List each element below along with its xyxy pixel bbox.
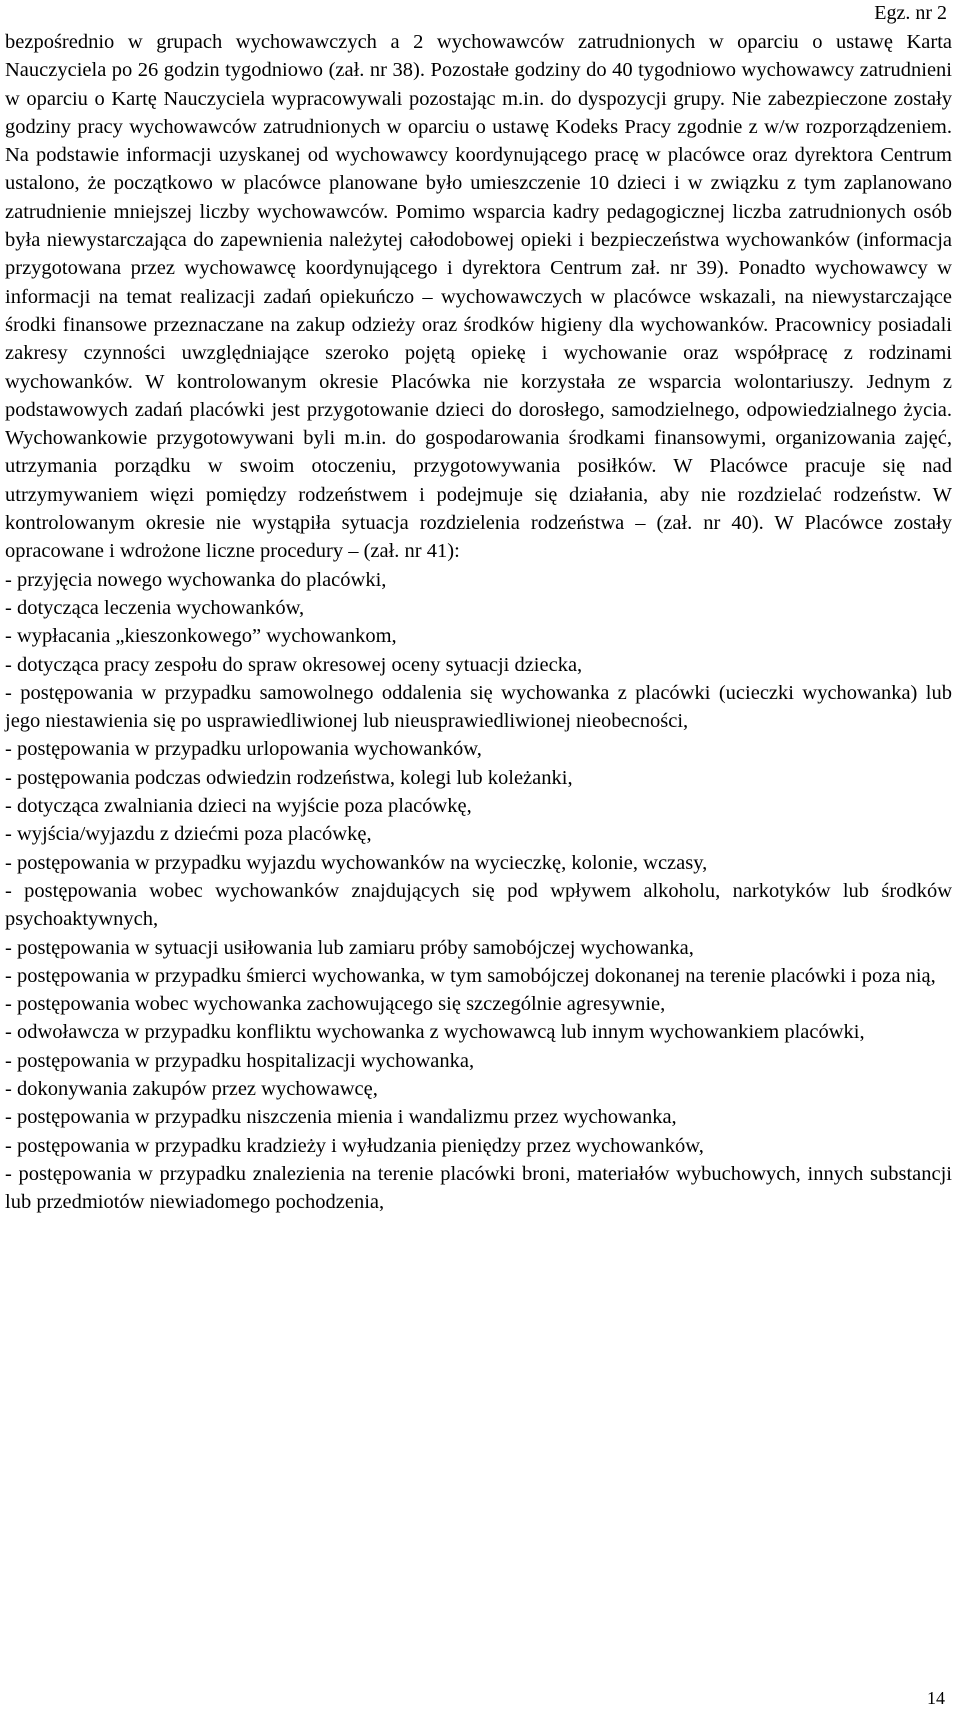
procedure-item: - odwoławcza w przypadku konfliktu wychowanka z wychowawcą lub innym wychowankiem placówki,: [5, 1021, 865, 1044]
procedure-item: - postępowania w sytuacji usiłowania lub zamiaru próby samobójczej wychowanka,: [5, 936, 694, 959]
procedure-item: - postępowania podczas odwiedzin rodzeństwa, kolegi lub koleżanki,: [5, 766, 573, 789]
body-paragraph: bezpośrednio w grupach wychowawczych a 2 wychowawców zatrudnionych w oparciu o ustawę Karta Nauczyciela po 26 godzin tygodniowo (zał. nr 38). Pozostałe godziny do 40 tygodniowo wychowawcy zatrudnieni w oparciu o Kartę Nauczyciela wypracowywali pozostając m.in. do dyspozycji grupy. Nie zabezpieczone zostały godziny pracy wychowawców zatrudnionych w oparciu o ustawę Kodeks Pracy zgodnie z w/w rozporządzeniem. Na podstawie informacji uzyskanej od wychowawcy koordynującego pracę w placówce oraz dyrektora Centrum ustalono, że początkowo w placówce planowane było umieszczenie 10 dzieci i w związku z tym zaplanowano zatrudnienie mniejszej liczby wychowawców. Pomimo wsparcia kadry pedagogicznej liczba zatrudnionych osób była niewystarczająca do zapewnienia należytej całodobowej opieki i bezpieczeństwa wychowanków (informacja przygotowana przez wychowawcę koordynującego i dyrektora Centrum zał. nr 39). Ponadto wychowawcy w informacji na temat realizacji zadań opiekuńczo – wychowawczych w placówce wskazali, na niewystarczające środki finansowe przeznaczane na zakup odzieży oraz środków higieny dla wychowanków. Pracownicy posiadali zakresy czynności uwzględniające szeroko pojętą opiekę i wychowanie oraz współpracę z rodzinami wychowanków. W kontrolowanym okresie Placówka nie korzystała ze wsparcia wolontariuszy. Jednym z podstawowych zadań placówki jest przygotowanie dzieci do dorosłego, samodzielnego, odpowiedzialnego życia. Wychowankowie przygotowywani byli m.in. do gospodarowania środkami finansowymi, organizowania zajęć, utrzymania porządku w swoim otoczeniu, przygotowywania posiłków. W Placówce pracuje się nad utrzymywaniem więzi pomiędzy rodzeństwem i podejmuje się działania, aby nie rozdzielać rodzeństw. W kontrolowanym okresie nie wystąpiła sytuacja rozdzielenia rodzeństwa – (zał. nr 40). W Placówce zostały opracowane i wdrożone liczne procedury – (zał. nr 41):: [5, 31, 952, 563]
procedure-item: - postępowania wobec wychowanków znajdujących się pod wpływem alkoholu, narkotyków lub środków psychoaktywnych,: [5, 879, 952, 931]
procedure-item: - postępowania w przypadku samowolnego oddalenia się wychowanka z placówki (ucieczki wychowanka) lub jego niestawienia się po usprawiedliwionej lub nieusprawiedliwionej nieobecności,: [5, 681, 952, 733]
procedure-item: - dotycząca zwalniania dzieci na wyjście poza placówkę,: [5, 795, 472, 818]
procedure-item: - postępowania w przypadku hospitalizacji wychowanka,: [5, 1049, 475, 1072]
copy-number-label: Egz. nr 2: [874, 2, 947, 24]
document-body: [5, 28, 952, 1216]
procedure-item: - postępowania w przypadku niszczenia mienia i wandalizmu przez wychowanka,: [5, 1106, 677, 1129]
procedure-item: - postępowania w przypadku znalezienia na terenie placówki broni, materiałów wybuchowych, innych substancji lub przedmiotów niewiadomego pochodzenia,: [5, 1162, 952, 1214]
procedure-list: [5, 566, 952, 1217]
procedure-item: - wyjścia/wyjazdu z dziećmi poza placówkę,: [5, 823, 372, 846]
procedure-item: - postępowania w przypadku śmierci wychowanka, w tym samobójczej dokonanej na terenie placówki i poza nią,: [5, 964, 936, 987]
procedure-item: - postępowania wobec wychowanka zachowującego się szczególnie agresywnie,: [5, 993, 666, 1016]
procedure-item: - dokonywania zakupów przez wychowawcę,: [5, 1077, 378, 1100]
document-page: [5, 0, 955, 1722]
procedure-item: - postępowania w przypadku kradzieży i wyłudzania pieniędzy przez wychowanków,: [5, 1134, 704, 1157]
procedure-item: - dotycząca leczenia wychowanków,: [5, 596, 305, 619]
procedure-item: - postępowania w przypadku urlopowania wychowanków,: [5, 738, 482, 761]
procedure-item: - przyjęcia nowego wychowanka do placówki,: [5, 568, 387, 591]
page-number: 14: [927, 1688, 945, 1708]
procedure-item: - postępowania w przypadku wyjazdu wychowanków na wycieczkę, kolonie, wczasy,: [5, 851, 708, 874]
procedure-item: - dotycząca pracy zespołu do spraw okresowej oceny sytuacji dziecka,: [5, 653, 583, 676]
procedure-item: - wypłacania „kieszonkowego” wychowankom,: [5, 625, 397, 648]
